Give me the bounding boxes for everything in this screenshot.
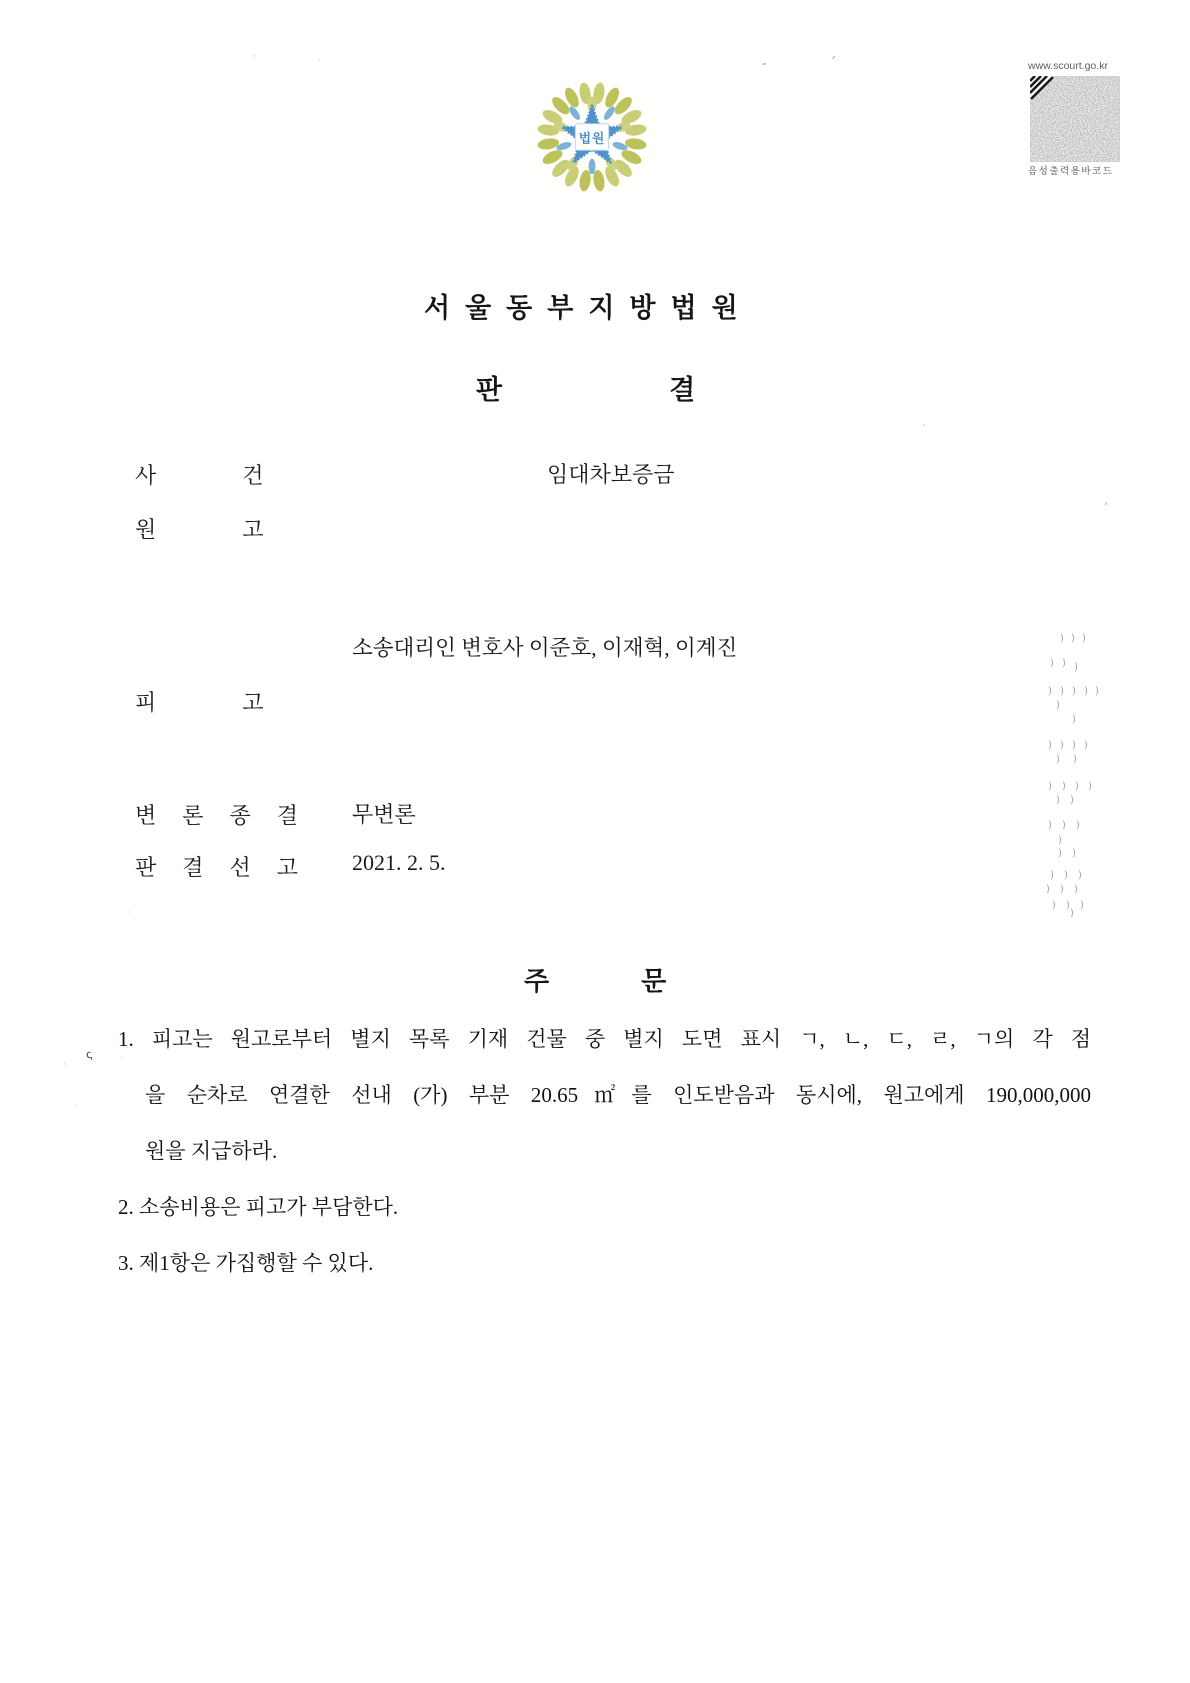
scan-artifact-speck: · bbox=[318, 56, 321, 65]
scan-artifact-crescent: ) bbox=[1056, 754, 1060, 765]
scan-artifact-crescent: ) bbox=[1084, 740, 1088, 751]
scan-artifact-crescent: ) bbox=[1072, 686, 1076, 697]
order-line-5: 3. 제1항은 가집행할 수 있다. bbox=[118, 1251, 374, 1275]
court-emblem-svg bbox=[533, 78, 651, 196]
scan-artifact-crescent: ) bbox=[1072, 740, 1076, 751]
scan-artifact-crescent: ) bbox=[1056, 700, 1060, 711]
scan-artifact-crescent: ) bbox=[1075, 781, 1079, 792]
scan-artifact-crescent: ) bbox=[1076, 820, 1080, 831]
scan-artifact-speck: - bbox=[760, 56, 768, 71]
emblem-accent bbox=[589, 159, 596, 175]
scan-artifact-crescent: ) bbox=[1050, 870, 1054, 881]
court-website-url: www.scourt.go.kr bbox=[1028, 60, 1108, 72]
scan-artifact-crescent: ) bbox=[1062, 820, 1066, 831]
scan-artifact-crescent: ) bbox=[1074, 662, 1078, 673]
scan-artifact-crescent: ) bbox=[1095, 686, 1099, 697]
scan-artifact-crescent: ) bbox=[1060, 740, 1064, 751]
audio-barcode-svg bbox=[1030, 76, 1120, 162]
scan-artifact-crescent: ) bbox=[1048, 781, 1052, 792]
scan-artifact-crescent: ) bbox=[1062, 658, 1066, 669]
scan-artifact-crescent: ) bbox=[1080, 900, 1084, 911]
scan-artifact-crescent: ) bbox=[1084, 686, 1088, 697]
order-line-3: 원을 지급하라. bbox=[145, 1139, 278, 1163]
emblem-petal bbox=[624, 137, 647, 151]
scan-artifact-crescent: ) bbox=[1050, 658, 1054, 669]
scan-artifact-speck: ᐟ bbox=[832, 55, 836, 65]
court-emblem bbox=[533, 78, 651, 196]
scan-artifact-speck: · bbox=[120, 1054, 123, 1063]
scan-artifact-crescent: ) bbox=[1088, 781, 1092, 792]
scan-artifact-crescent: ) bbox=[1073, 754, 1077, 765]
scan-artifact-crescent: ) bbox=[1046, 884, 1050, 895]
emblem-petal bbox=[537, 137, 560, 151]
order-line-2: 을 순차로 연결한 선내 (가) 부분 20.65㎡를 인도받음과 동시에, 원고에게 190,000,000 bbox=[145, 1083, 1091, 1107]
closing-value: 무변론 bbox=[352, 802, 416, 827]
scan-artifact-crescent: ) bbox=[1052, 900, 1056, 911]
counsel-line: 소송대리인 변호사 이준호, 이재혁, 이계진 bbox=[352, 636, 738, 660]
scan-artifact-speck: · bbox=[63, 1060, 66, 1070]
barcode-caption: 음성출력용바코드 bbox=[1028, 166, 1114, 177]
scan-artifact-speck: ' bbox=[1102, 499, 1109, 514]
scan-artifact-crescent: ) bbox=[1062, 781, 1066, 792]
closing-label: 변론종결 bbox=[135, 803, 325, 828]
scan-artifact-crescent: ) bbox=[1074, 884, 1078, 895]
order-body bbox=[118, 1026, 1091, 1306]
scan-artifact-speck: · bbox=[75, 1102, 78, 1111]
court-name-title: 서울동부지방법원 bbox=[424, 293, 753, 323]
order-line-1: 1. 피고는 원고로부터 별지 목록 기재 건물 중 별지 도면 표시 ㄱ, ㄴ, ㄷ, ㄹ, ㄱ의 각 점 bbox=[118, 1027, 1091, 1051]
scan-artifact-crescent: ) bbox=[1048, 740, 1052, 751]
scan-artifact-crescent: ) bbox=[1060, 633, 1064, 644]
defendant-label: 피고 bbox=[135, 690, 350, 715]
order-heading: 주문 bbox=[524, 967, 759, 996]
sentencing-label: 판결선고 bbox=[135, 855, 325, 880]
scan-artifact-crescent: ) bbox=[1058, 835, 1062, 846]
plaintiff-label: 원고 bbox=[135, 517, 350, 542]
scan-artifact-crescent: ) bbox=[1060, 884, 1064, 895]
scan-artifact-crescent: ) bbox=[1060, 686, 1064, 697]
scan-artifact-speck: · bbox=[128, 908, 131, 917]
scan-artifact-speck: ς bbox=[84, 1047, 95, 1062]
scan-artifact-crescent: ) bbox=[1048, 686, 1052, 697]
scan-artifact-crescent: ) bbox=[1082, 633, 1086, 644]
case-label: 사건 bbox=[135, 463, 350, 488]
scan-artifact-crescent: ) bbox=[1056, 795, 1060, 806]
scan-artifact-crescent: ) bbox=[1071, 633, 1075, 644]
scan-artifact-crescent: ) bbox=[1048, 820, 1052, 831]
order-line-4: 2. 소송비용은 피고가 부담한다. bbox=[118, 1195, 399, 1219]
scan-artifact-speck: · bbox=[922, 421, 925, 431]
scan-artifact-crescent: ) bbox=[1070, 908, 1074, 919]
scan-artifact-crescent: ) bbox=[1064, 870, 1068, 881]
scan-artifact-crescent: ) bbox=[1072, 714, 1076, 725]
case-value: 임대차보증금 bbox=[547, 462, 675, 487]
scan-artifact-crescent: ) bbox=[1072, 848, 1076, 859]
barcode-noise bbox=[1031, 77, 1119, 161]
scan-artifact-speck: · bbox=[253, 52, 256, 62]
audio-barcode bbox=[1030, 76, 1120, 167]
scan-artifact-crescent: ) bbox=[1066, 900, 1070, 911]
emblem-label: 법원 bbox=[578, 131, 606, 146]
scan-artifact-crescent: ) bbox=[1070, 795, 1074, 806]
scan-artifact-crescent: ) bbox=[1058, 848, 1062, 859]
judgment-title: 판결 bbox=[476, 375, 863, 405]
scan-artifact-crescent: ) bbox=[1078, 870, 1082, 881]
sentencing-date: 2021. 2. 5. bbox=[352, 850, 446, 875]
